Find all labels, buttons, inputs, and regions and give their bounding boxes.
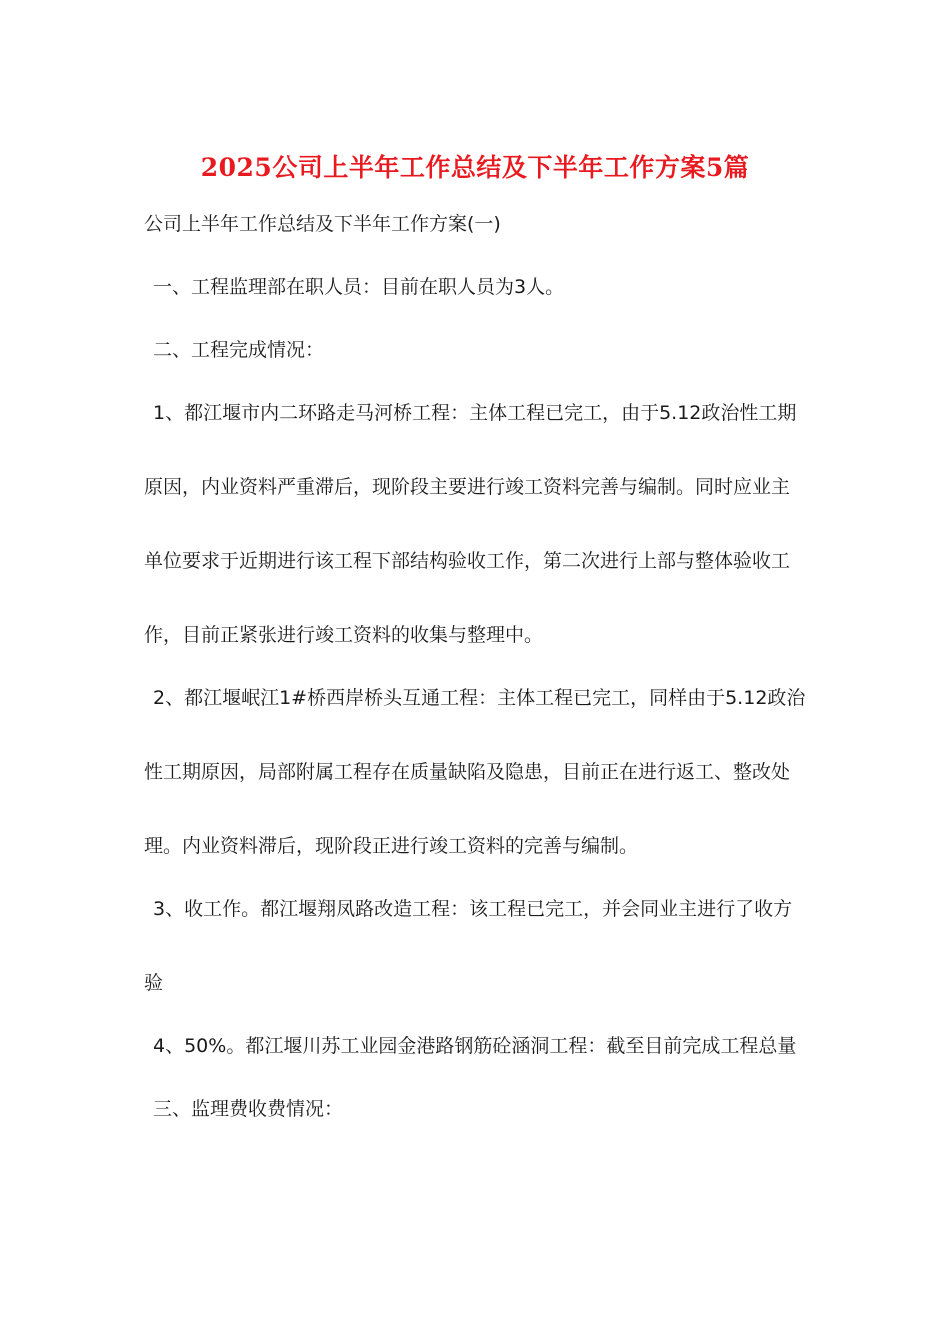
paragraph-line: 单位要求于近期进行该工程下部结构验收工作，第二次进行上部与整体验收工 (144, 550, 791, 572)
paragraph-line: 3、收工作。都江堰翔凤路改造工程：该工程已完工，并会同业主进行了收方 (153, 898, 793, 920)
paragraph-line: 验 (144, 972, 164, 994)
paragraph-line: 理。内业资料滞后，现阶段正进行竣工资料的完善与编制。 (144, 835, 639, 857)
paragraph-line: 二、工程完成情况： (153, 339, 325, 361)
paragraph-line: 作，目前正紧张进行竣工资料的收集与整理中。 (144, 624, 544, 646)
paragraph-line: 性工期原因，局部附属工程存在质量缺陷及隐患，目前正在进行返工、整改处 (144, 761, 791, 783)
paragraph-line: 一、工程监理部在职人员：目前在职人员为3人。 (153, 276, 565, 298)
paragraph-line: 2、都江堰岷江1#桥西岸桥头互通工程：主体工程已完工，同样由于5.12政治 (153, 687, 806, 709)
paragraph-line: 1、都江堰市内二环路走马河桥工程：主体工程已完工，由于5.12政治性工期 (153, 402, 797, 424)
paragraph-line: 4、50%。都江堰川苏工业园金港路钢筋砼涵洞工程：截至目前完成工程总量 (153, 1035, 797, 1057)
document-title: 2025公司上半年工作总结及下半年工作方案5篇 (200, 153, 750, 182)
paragraph-line: 原因，内业资料严重滞后，现阶段主要进行竣工资料完善与编制。同时应业主 (144, 476, 791, 498)
section-heading: 公司上半年工作总结及下半年工作方案(一) (144, 213, 501, 235)
paragraph-line: 三、监理费收费情况： (153, 1098, 344, 1120)
